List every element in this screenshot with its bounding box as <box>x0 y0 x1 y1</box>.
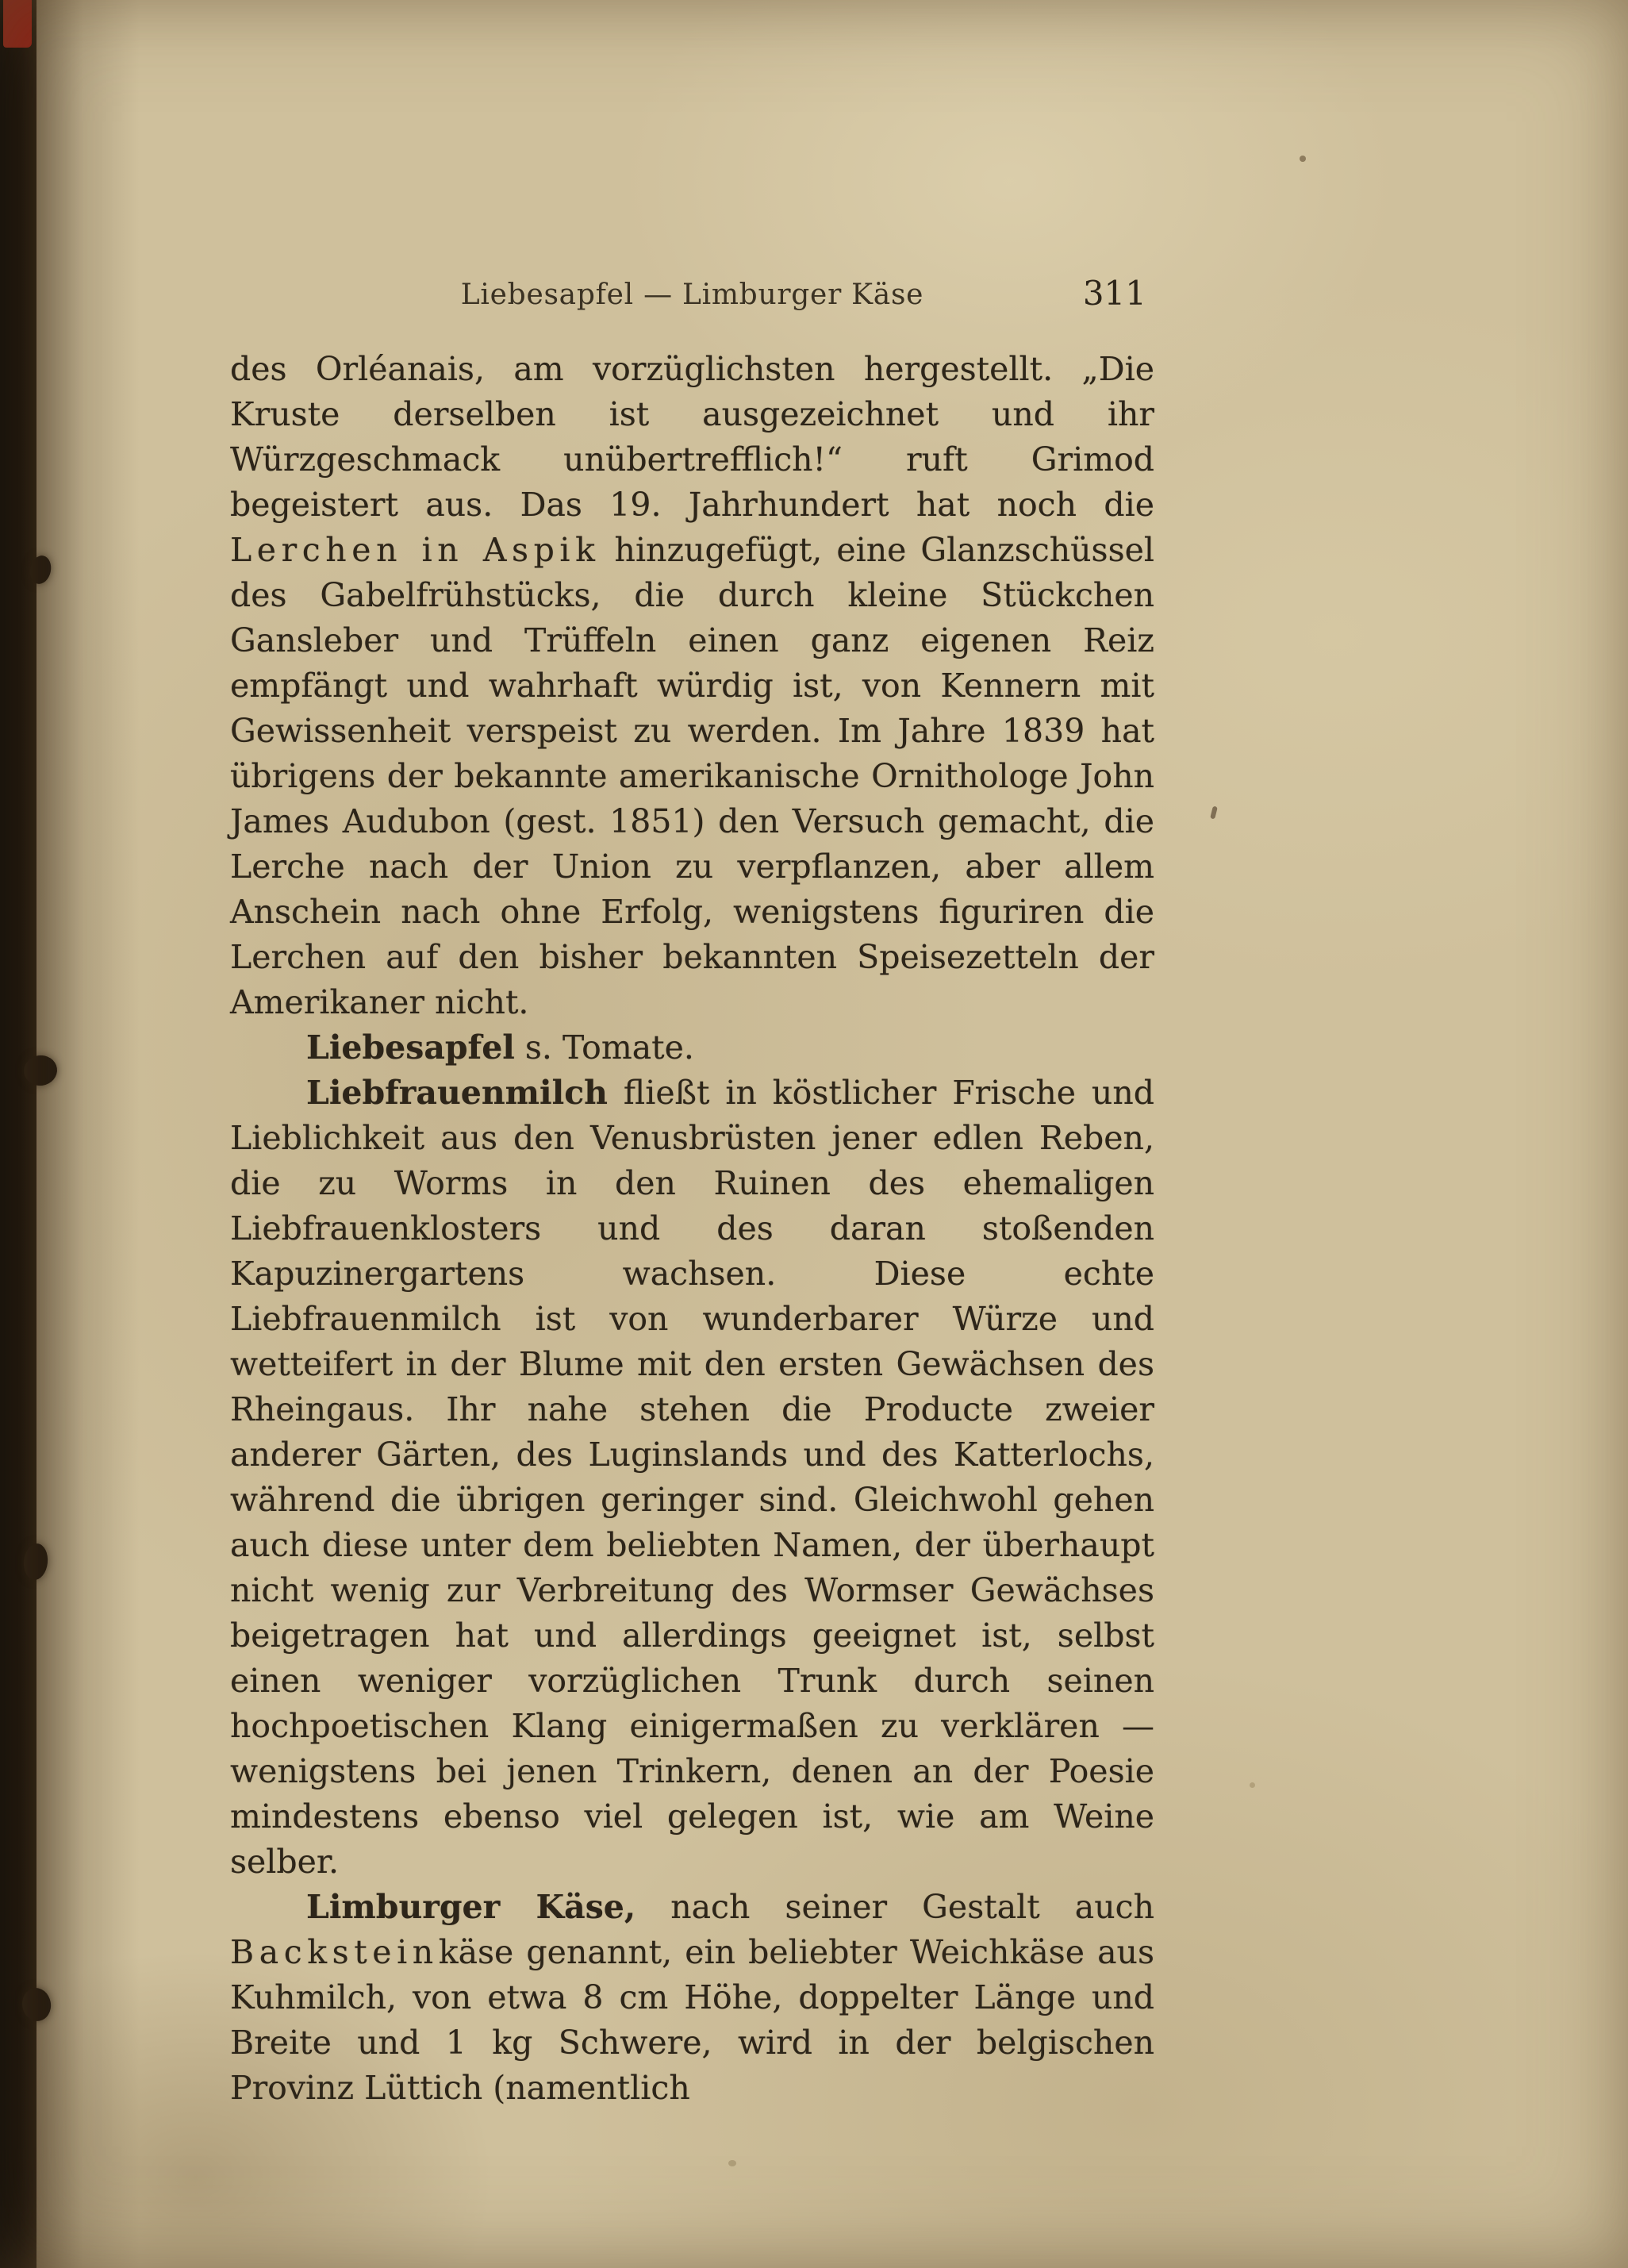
text-segment: nach seiner Gestalt auch <box>635 1888 1154 1926</box>
entry-term: Limburger Käse, <box>306 1888 636 1926</box>
paragraph <box>230 1071 1154 1885</box>
page-number: 311 <box>1082 274 1146 313</box>
running-header-title: Liebesapfel — Limburger Käse <box>460 279 924 311</box>
entry-term: Liebesapfel <box>306 1028 515 1067</box>
text-segment: des Orléanais, am vorzüglichsten hergestellt. „Die Kruste derselben ist ausgezeichnet und ihr Würzgeschmack unübertrefflich!“ ruft Grimod begeistert aus. Das 19. Jahrhundert hat noch die <box>230 350 1154 524</box>
book-spine-edge <box>0 0 36 2268</box>
spine-red-mark <box>3 0 32 48</box>
paragraph <box>230 1025 1154 1071</box>
text-segment: s. Tomate. <box>514 1028 694 1067</box>
paragraph <box>230 1885 1154 2111</box>
page-content <box>230 274 1154 2111</box>
text-segment: käse genannt, ein beliebter Weichkäse aus Kuhmilch, von etwa 8 cm Höhe, doppelter Länge und Breite und 1 kg Schwere, wird in der belgischen Provinz Lüttich (namentlich <box>230 1933 1154 2107</box>
paragraph <box>230 347 1154 1025</box>
emphasized-term: Lerchen in Aspik <box>230 531 601 569</box>
body-text <box>230 347 1154 2111</box>
entry-term: Liebfrauenmilch <box>306 1074 608 1112</box>
text-segment: fließt in köstlicher Frische und Lieblichkeit aus den Venusbrüsten jener edlen Reben, die zu Worms in den Ruinen des ehemaligen Liebfrauenklosters und des daran stoßenden Kapuzinergartens wachsen. Diese echte Liebfrauenmilch ist von wunderbarer Würze und wetteifert in der Blume mit den ersten Gewächsen des Rheingaus. Ihr nahe stehen die Producte zweier anderer Gärten, des Luginslands und des Katterlochs, während die übrigen geringer sind. Gleichwohl gehen auch diese unter dem beliebten Namen, der überhaupt nicht wenig zur Verbreitung des Wormser Gewächses beigetragen hat und allerdings geeignet ist, selbst einen weniger vorzüglichen Trunk durch seinen hochpoetischen Klang einigermaßen zu verklären — wenigstens bei jenen Trinkern, denen an der Poesie mindestens ebenso viel gelegen ist, wie am Weine selber. <box>230 1074 1154 1881</box>
text-segment: hinzugefügt, eine Glanzschüssel des Gabelfrühstücks, die durch kleine Stückchen Gansleber und Trüffeln einen ganz eigenen Reiz empfängt und wahrhaft würdig ist, von Kennern mit Gewissenheit verspeist zu werden. Im Jahre 1839 hat übrigens der bekannte amerikanische Ornithologe John James Audubon (gest. 1851) den Versuch gemacht, die Lerche nach der Union zu verpflanzen, aber allem Anschein nach ohne Erfolg, wenigstens figuriren die Lerchen auf den bisher bekannten Speisezetteln der Amerikaner nicht. <box>230 531 1154 1021</box>
page-header <box>230 274 1154 347</box>
emphasized-term: Backstein <box>230 1933 439 1971</box>
